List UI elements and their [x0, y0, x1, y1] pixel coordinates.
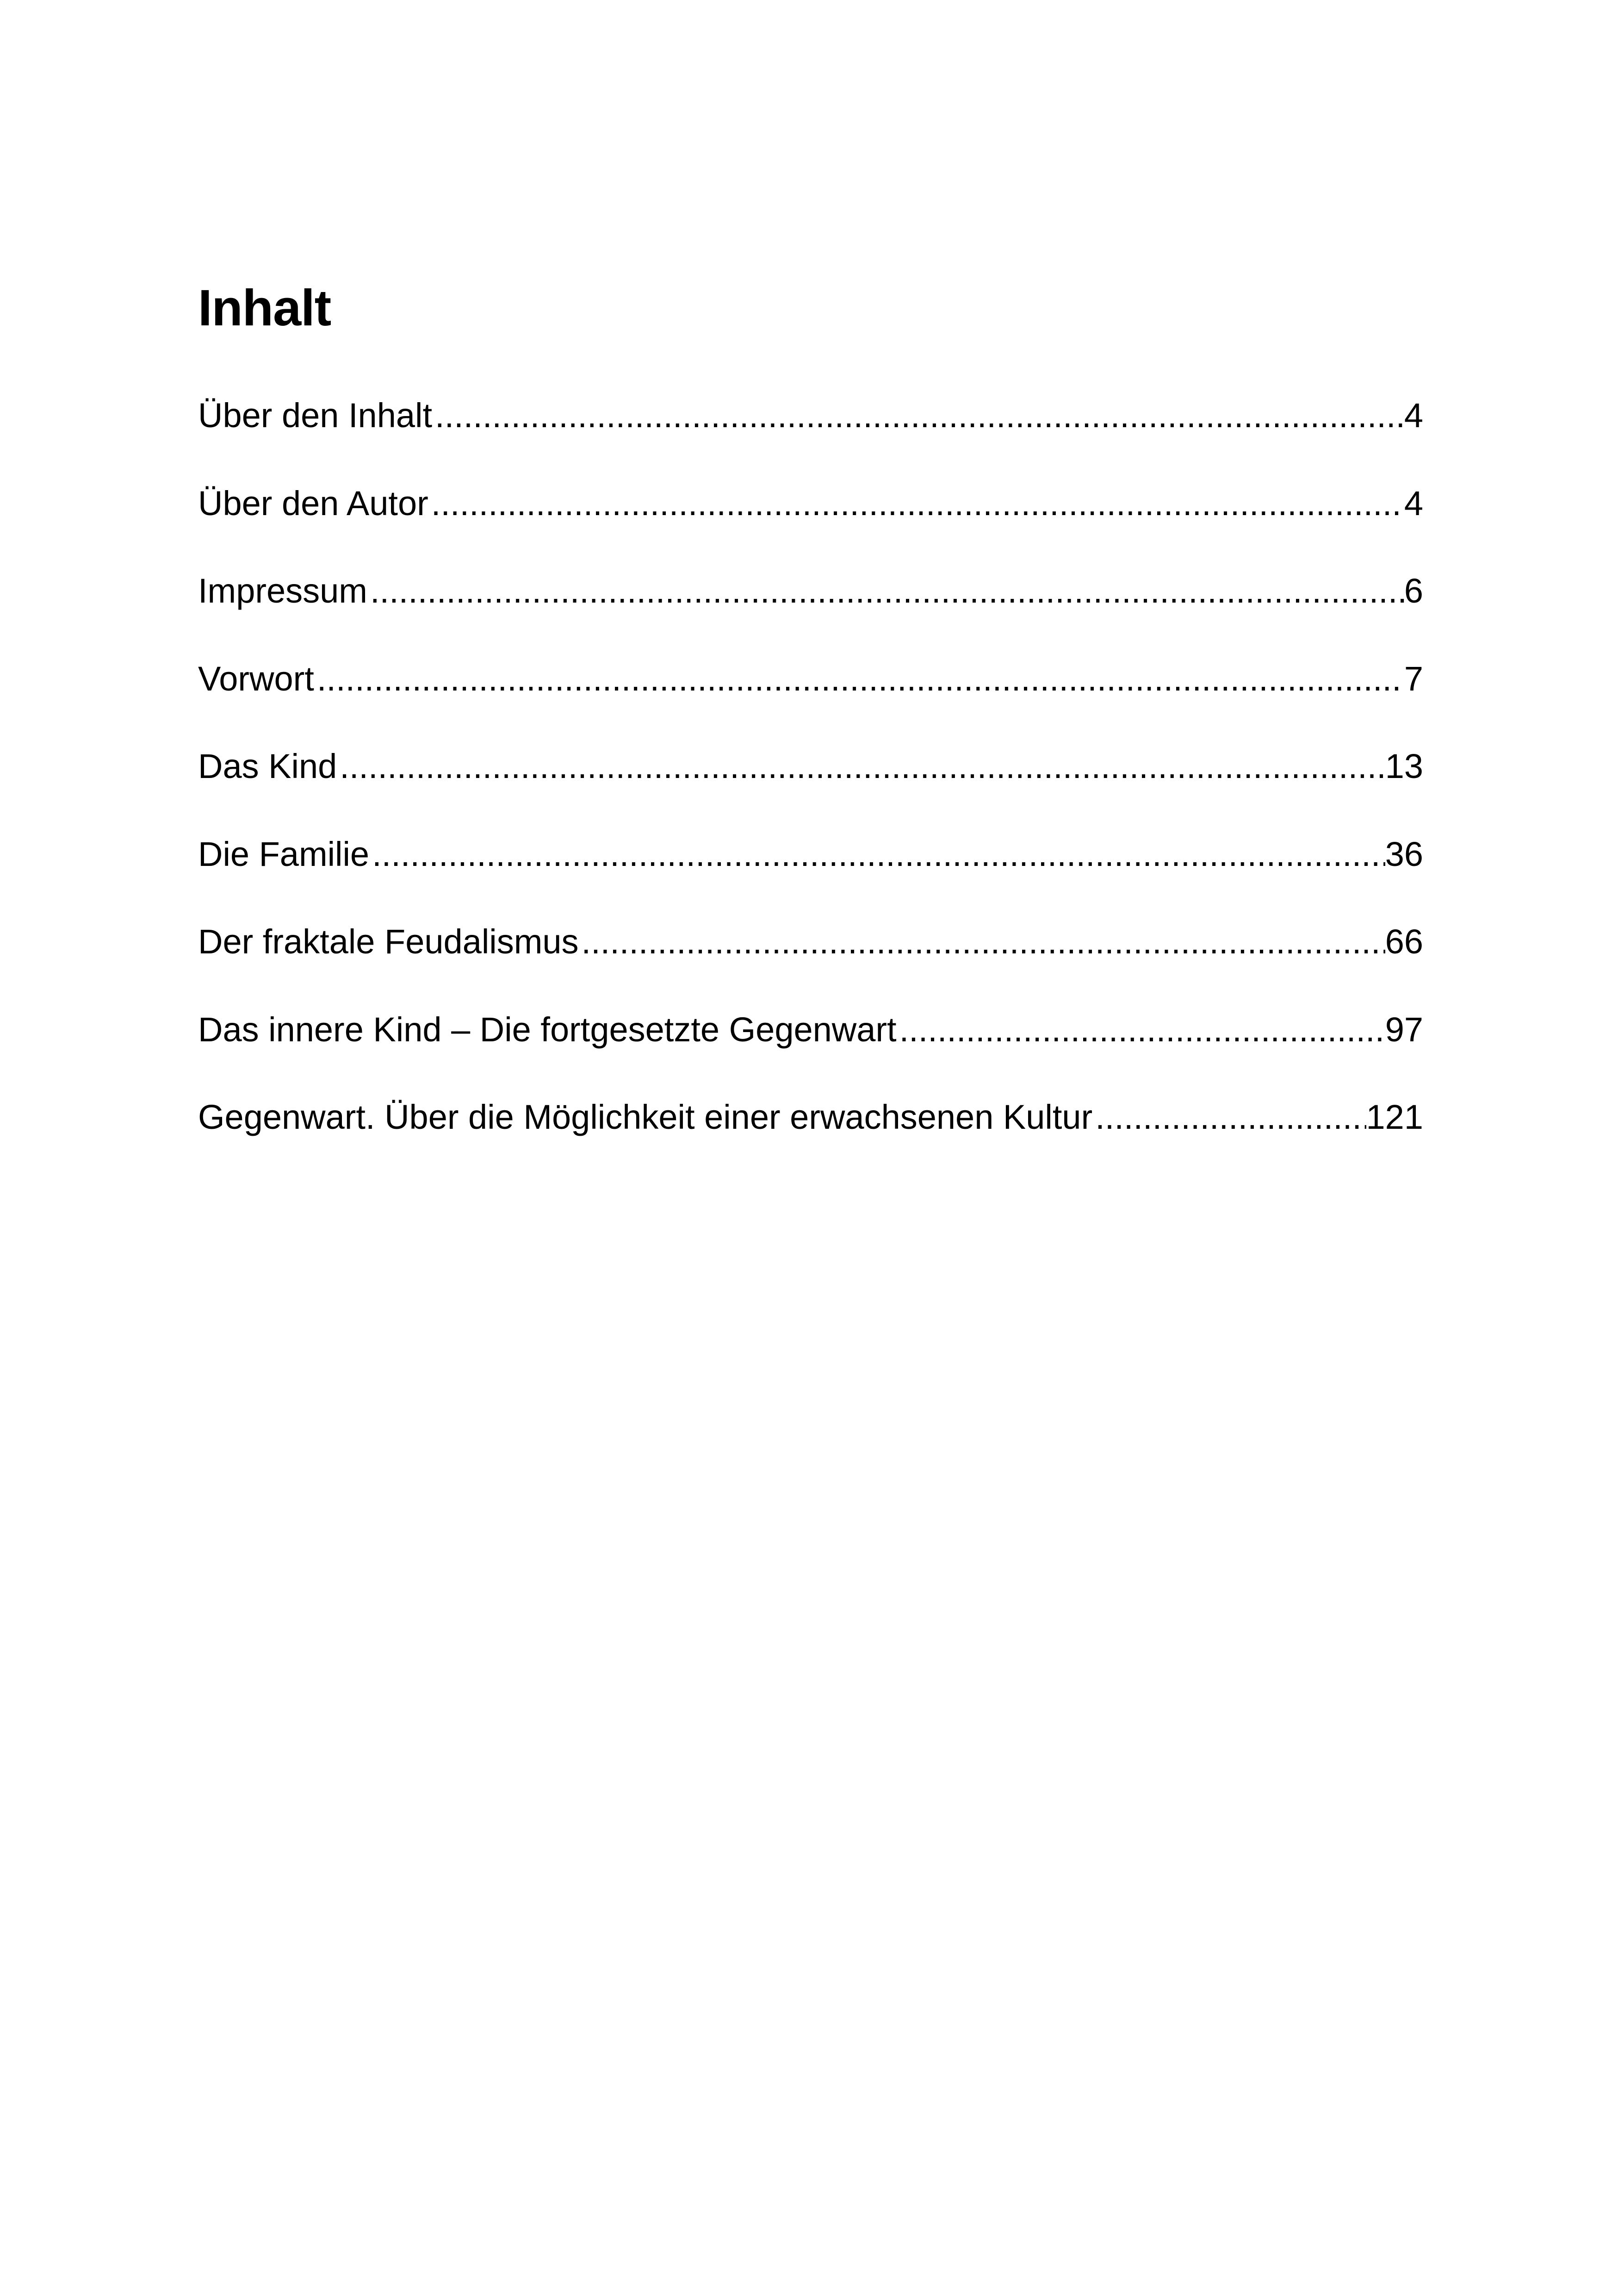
toc-dot-leader	[1095, 1089, 1366, 1145]
toc-page-number: 121	[1366, 1098, 1423, 1136]
toc-dot-leader	[899, 1002, 1385, 1058]
toc-title: Inhalt	[198, 280, 331, 336]
toc-entry-label: Über den Autor	[198, 484, 428, 523]
toc-dot-leader	[372, 827, 1385, 882]
toc-entry[interactable]	[198, 739, 1423, 827]
toc-dot-leader	[435, 388, 1404, 443]
toc-entry[interactable]	[198, 388, 1423, 476]
toc-entry[interactable]	[198, 651, 1423, 739]
toc-entry[interactable]	[198, 476, 1423, 564]
toc-entry[interactable]	[198, 827, 1423, 915]
toc-page-number: 13	[1385, 747, 1423, 785]
toc-dot-leader	[317, 651, 1404, 707]
toc-page-number: 6	[1404, 572, 1423, 610]
table-of-contents	[198, 388, 1423, 1177]
toc-dot-leader	[431, 476, 1404, 531]
toc-page-number: 36	[1385, 834, 1423, 873]
toc-entry-label: Über den Inhalt	[198, 396, 433, 435]
toc-dot-leader	[340, 739, 1385, 794]
toc-entry-label: Impressum	[198, 572, 367, 610]
toc-page-number: 7	[1404, 659, 1423, 698]
toc-entry[interactable]	[198, 1002, 1423, 1090]
toc-page-number: 97	[1385, 1010, 1423, 1049]
toc-entry-label: Der fraktale Feudalismus	[198, 922, 579, 961]
toc-page-number: 4	[1404, 396, 1423, 435]
toc-dot-leader	[370, 563, 1404, 619]
toc-page-number: 4	[1404, 484, 1423, 523]
toc-entry[interactable]	[198, 914, 1423, 1002]
toc-entry[interactable]	[198, 1089, 1423, 1177]
toc-entry-label: Das Kind	[198, 747, 337, 785]
toc-page-number: 66	[1385, 922, 1423, 961]
toc-dot-leader	[582, 914, 1385, 970]
toc-entry[interactable]	[198, 563, 1423, 651]
toc-entry-label: Die Familie	[198, 834, 370, 873]
toc-entry-label: Gegenwart. Über die Möglichkeit einer erwachsenen Kultur	[198, 1098, 1093, 1136]
toc-entry-label: Vorwort	[198, 659, 314, 698]
toc-entry-label: Das innere Kind – Die fortgesetzte Gegenwart	[198, 1010, 897, 1049]
